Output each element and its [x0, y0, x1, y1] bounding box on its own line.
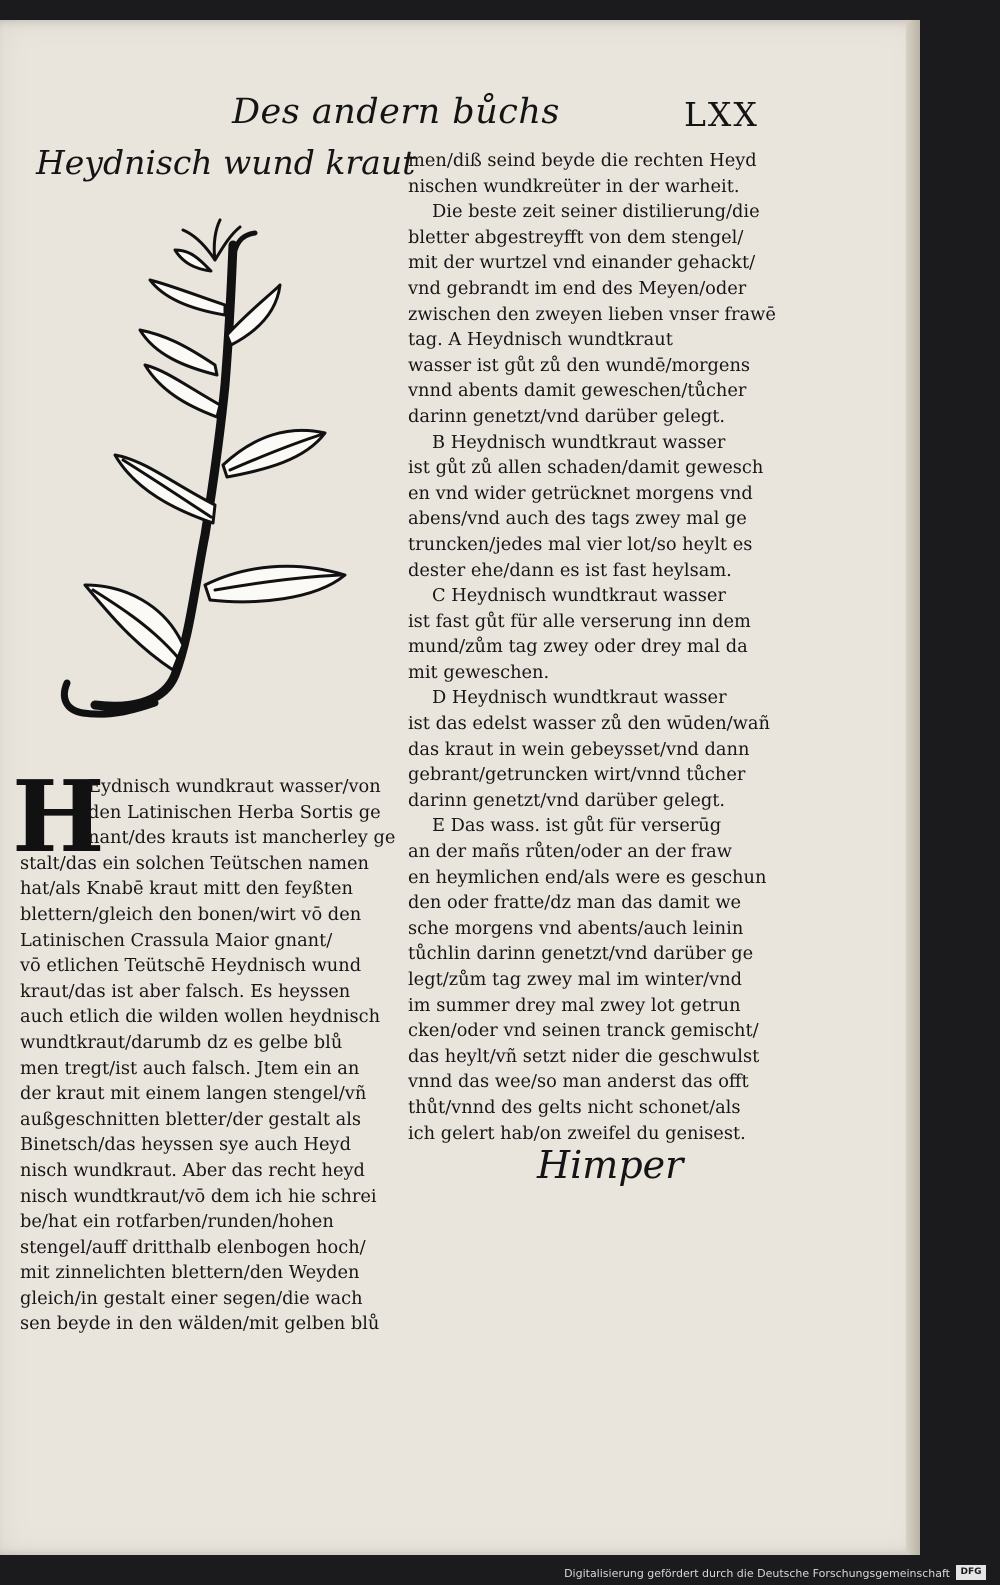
text-line: nant/des krauts ist mancherley ge [88, 827, 396, 849]
text-line: der kraut mit einem langen stengel/vñ [20, 1083, 367, 1105]
text-line: legt/zům tag zwey mal im winter/vnd [408, 969, 743, 990]
text-line: men/diß seind beyde die rechten Heyd [408, 150, 757, 171]
text-line: abens/vnd auch des tags zwey mal ge [408, 508, 747, 530]
plant-woodcut-icon [55, 205, 365, 745]
dfg-logo: DFG [956, 1565, 986, 1580]
drop-cap: H [12, 760, 105, 875]
text-line: ist das edelst wasser zů den wūden/wañ [408, 713, 770, 735]
text-line: Binetsch/das heyssen sye auch Heyd [20, 1134, 351, 1156]
text-line: ist gůt zů allen schaden/damit gewesch [408, 457, 764, 479]
text-line: mit der wurtzel vnd einander gehackt/ [408, 252, 756, 274]
page-edge [906, 20, 920, 1555]
text-line: zwischen den zweyen lieben vnser frawē [408, 303, 776, 325]
text-line: nisch wundkraut. Aber das recht heyd [20, 1159, 365, 1181]
text-line: sen beyde in den wälden/mit gelben blů [20, 1313, 380, 1335]
text-line: kraut/das ist aber falsch. Es heyssen [20, 980, 351, 1002]
text-line: cken/oder vnd seinen tranck gemischt/ [408, 1020, 759, 1042]
text-line: darinn genetzt/vnd darüber gelegt. [408, 789, 726, 811]
text-line: das heylt/vñ setzt nider die geschwulst [408, 1045, 760, 1067]
text-line: vnd gebrandt im end des Meyen/oder [408, 277, 747, 299]
running-head: Des andern bůchs [232, 92, 560, 132]
closing-section-title: Himper [537, 1143, 684, 1187]
text-line: tag. A Heydnisch wundtkraut [408, 329, 673, 351]
plant-title: Heydnisch wund kraut [36, 143, 416, 182]
text-line: mit zinnelichten blettern/den Weyden [20, 1262, 360, 1284]
text-line: E Das wass. ist gůt für verserūg [432, 815, 722, 837]
text-line: C Heydnisch wundtkraut wasser [432, 585, 726, 607]
text-line: wundtkraut/darumb dz es gelbe blů [20, 1031, 343, 1053]
funding-credit: Digitalisierung gefördert durch die Deutsche Forschungsgemeinschaft [564, 1567, 950, 1580]
text-line: ist fast gůt für alle verserung inn dem [408, 610, 751, 632]
text-line: D Heydnisch wundtkraut wasser [432, 687, 727, 709]
text-line: vnnd abents damit geweschen/tůcher [408, 380, 747, 402]
text-line: en heymlichen end/als were es geschun [408, 866, 767, 888]
left-text-column [20, 774, 402, 1337]
text-line: darinn genetzt/vnd darüber gelegt. [408, 405, 726, 427]
text-line: den Latinischen Herba Sortis ge [88, 801, 381, 823]
folio-number: LXX [684, 95, 759, 134]
text-line: sche morgens vnd abents/auch leinin [408, 917, 744, 939]
text-line: truncken/jedes mal vier lot/so heylt es [408, 533, 753, 555]
text-line: stalt/das ein solchen Teütschen namen [20, 852, 369, 874]
text-line: ich gelert hab/on zweifel du genisest. [408, 1122, 746, 1144]
text-line: das kraut in wein gebeysset/vnd dann [408, 738, 750, 760]
text-line: mund/zům tag zwey oder drey mal da [408, 636, 748, 658]
text-line: tůchlin darinn genetzt/vnd darüber ge [408, 943, 754, 965]
text-line: nisch wundtkraut/vō dem ich hie schrei [20, 1185, 377, 1207]
text-line: gleich/in gestalt einer segen/die wach [20, 1287, 363, 1309]
text-line: bletter abgestreyfft von dem stengel/ [408, 226, 744, 248]
text-line: im summer drey mal zwey lot getrun [408, 994, 741, 1016]
text-line: men tregt/ist auch falsch. Jtem ein an [20, 1057, 360, 1079]
text-line: auch etlich die wilden wollen heydnisch [20, 1006, 381, 1028]
text-line: den oder fratte/dz man das damit we [408, 892, 742, 914]
text-line: hat/als Knabē kraut mitt den feyßten [20, 878, 353, 900]
text-line: stengel/auff dritthalb elenbogen hoch/ [20, 1236, 366, 1258]
text-line: B Heydnisch wundtkraut wasser [432, 431, 726, 453]
text-line: an der mañs růten/oder an der fraw [408, 841, 732, 863]
text-line: Eydnisch wundkraut wasser/von [88, 776, 381, 797]
right-text-column [408, 148, 788, 1146]
text-line: thůt/vnnd des gelts nicht schonet/als [408, 1096, 741, 1118]
text-line: Latinischen Crassula Maior gnant/ [20, 929, 333, 951]
text-line: vō etlichen Teütschē Heydnisch wund [20, 955, 362, 977]
text-line: be/hat ein rotfarben/runden/hohen [20, 1211, 334, 1233]
text-line: blettern/gleich den bonen/wirt vō den [20, 903, 362, 925]
text-line: wasser ist gůt zů den wundē/morgens [408, 354, 751, 376]
text-line: dester ehe/dann es ist fast heylsam. [408, 559, 732, 581]
text-line: mit geweschen. [408, 661, 550, 683]
text-line: gebrant/getruncken wirt/vnnd tůcher [408, 764, 746, 786]
text-line: nischen wundkreüter in der warheit. [408, 175, 740, 197]
text-line: Die beste zeit seiner distilierung/die [432, 201, 760, 223]
text-line: außgeschnitten bletter/der gestalt als [20, 1108, 362, 1130]
text-line: vnnd das wee/so man anderst das offt [408, 1071, 749, 1093]
text-line: en vnd wider getrücknet morgens vnd [408, 482, 753, 504]
